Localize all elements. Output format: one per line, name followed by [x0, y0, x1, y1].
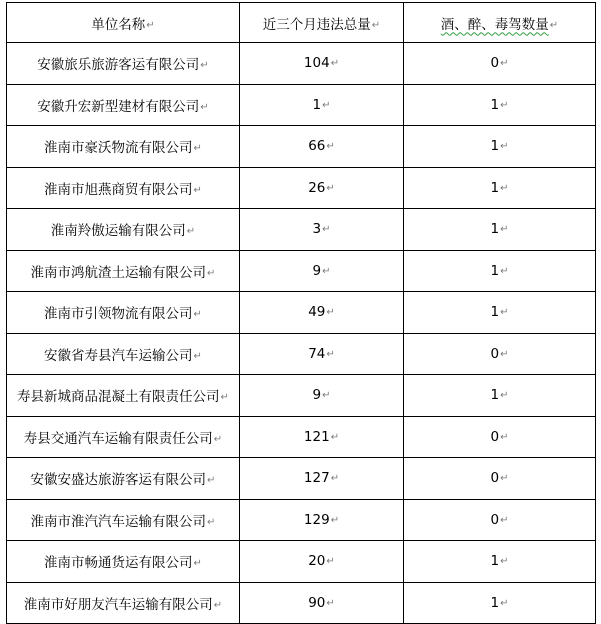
cell-unit-name [7, 541, 240, 583]
cell-dui-count-text: 0 [490, 428, 500, 445]
paragraph-mark-icon: ↵ [500, 597, 509, 609]
cell-unit-name-text: 淮南市旭燕商贸有限公司 [44, 181, 193, 198]
table-row [7, 126, 596, 168]
paragraph-mark-icon: ↵ [322, 224, 331, 236]
paragraph-mark-icon: ↵ [500, 307, 509, 319]
paragraph-mark-icon: ↵ [322, 99, 331, 111]
cell-violation-total-text: 66 [308, 138, 326, 155]
cell-unit-name [7, 84, 240, 126]
table-header [7, 3, 596, 43]
header-row [7, 3, 596, 43]
cell-violation-total [240, 499, 404, 541]
table-row [7, 582, 596, 624]
cell-violation-total-text: 90 [308, 594, 326, 611]
cell-unit-name-text: 淮南市鸿航渣土运输有限公司 [30, 264, 207, 281]
table-row [7, 84, 596, 126]
cell-dui-count-text: 1 [490, 221, 500, 238]
cell-violation-total [240, 209, 404, 251]
cell-violation-total-text: 121 [303, 428, 330, 445]
paragraph-mark-icon: ↵ [220, 392, 229, 404]
cell-violation-total [240, 582, 404, 624]
cell-dui-count [404, 499, 596, 541]
cell-unit-name-text: 安徽升宏新型建材有限公司 [37, 98, 200, 115]
cell-violation-total-text: 20 [308, 553, 326, 570]
paragraph-mark-icon: ↵ [213, 599, 223, 611]
paragraph-mark-icon: ↵ [146, 19, 155, 31]
cell-unit-name-text: 淮南市引领物流有限公司 [44, 306, 193, 323]
cell-violation-total-text: 1 [312, 96, 322, 113]
table-row [7, 43, 596, 85]
cell-violation-total [240, 84, 404, 126]
cell-violation-total-text: 3 [312, 221, 322, 238]
cell-unit-name [7, 250, 240, 292]
paragraph-mark-icon: ↵ [500, 99, 509, 111]
table-row [7, 333, 596, 375]
cell-dui-count [404, 416, 596, 458]
table-row [7, 209, 596, 251]
paragraph-mark-icon: ↵ [500, 182, 509, 194]
cell-dui-count [404, 126, 596, 168]
cell-dui-count-text: 1 [490, 138, 500, 155]
paragraph-mark-icon: ↵ [207, 267, 216, 279]
cell-dui-count-text: 1 [490, 387, 500, 404]
paragraph-mark-icon: ↵ [213, 433, 223, 445]
paragraph-mark-icon: ↵ [500, 556, 509, 568]
table-row [7, 499, 596, 541]
cell-unit-name [7, 292, 240, 334]
paragraph-mark-icon: ↵ [186, 226, 196, 238]
paragraph-mark-icon: ↵ [500, 141, 509, 153]
cell-dui-count [404, 541, 596, 583]
cell-dui-count-text: 1 [490, 594, 500, 611]
paragraph-mark-icon: ↵ [500, 390, 509, 402]
header-text: 单位名称 [91, 16, 146, 33]
header-unit-name [7, 3, 240, 43]
cell-violation-total-text: 26 [308, 179, 326, 196]
paragraph-mark-icon: ↵ [200, 60, 209, 72]
cell-dui-count [404, 250, 596, 292]
table-row [7, 250, 596, 292]
paragraph-mark-icon: ↵ [330, 473, 340, 485]
paragraph-mark-icon: ↵ [207, 516, 216, 528]
cell-dui-count [404, 375, 596, 417]
cell-unit-name-text: 安徽旅乐旅游客运有限公司 [37, 57, 200, 74]
header-dui-count [404, 3, 596, 43]
table-row [7, 541, 596, 583]
cell-unit-name [7, 167, 240, 209]
paragraph-mark-icon: ↵ [193, 350, 202, 362]
paragraph-mark-icon: ↵ [207, 475, 216, 487]
cell-dui-count-text: 1 [490, 96, 500, 113]
cell-violation-total-text: 127 [303, 470, 330, 487]
header-text: 近三个月违法总量 [262, 16, 371, 33]
paragraph-mark-icon: ↵ [500, 58, 509, 70]
paragraph-mark-icon: ↵ [326, 348, 335, 360]
table-row [7, 292, 596, 334]
cell-unit-name-text: 淮南市豪沃物流有限公司 [44, 140, 193, 157]
cell-violation-total [240, 167, 404, 209]
table-row [7, 416, 596, 458]
table-row [7, 458, 596, 500]
paragraph-mark-icon: ↵ [193, 309, 202, 321]
cell-violation-total [240, 292, 404, 334]
paragraph-mark-icon: ↵ [500, 348, 509, 360]
cell-violation-total-text: 49 [308, 304, 326, 321]
cell-unit-name-text: 寿县新城商品混凝土有限责任公司 [17, 389, 220, 406]
cell-unit-name [7, 209, 240, 251]
cell-violation-total [240, 250, 404, 292]
cell-dui-count [404, 84, 596, 126]
cell-unit-name [7, 416, 240, 458]
cell-violation-total-text: 104 [303, 55, 330, 72]
cell-violation-total [240, 416, 404, 458]
cell-unit-name-text: 淮南市淮汽汽车运输有限公司 [30, 513, 207, 530]
cell-dui-count-text: 1 [490, 179, 500, 196]
paragraph-mark-icon: ↵ [371, 19, 381, 31]
cell-dui-count-text: 0 [490, 345, 500, 362]
cell-dui-count-text: 0 [490, 470, 500, 487]
cell-dui-count [404, 333, 596, 375]
paragraph-mark-icon: ↵ [193, 184, 202, 196]
paragraph-mark-icon: ↵ [500, 514, 509, 526]
paragraph-mark-icon: ↵ [500, 265, 509, 277]
cell-unit-name [7, 499, 240, 541]
header-text: 酒、醉、毒驾数量 [440, 16, 549, 33]
cell-dui-count-text: 1 [490, 304, 500, 321]
data-table [6, 2, 596, 624]
paragraph-mark-icon: ↵ [326, 307, 335, 319]
paragraph-mark-icon: ↵ [330, 431, 340, 443]
cell-dui-count [404, 43, 596, 85]
table-body [7, 43, 596, 624]
cell-violation-total-text: 74 [308, 345, 326, 362]
paragraph-mark-icon: ↵ [322, 390, 331, 402]
paragraph-mark-icon: ↵ [330, 514, 340, 526]
table-row [7, 375, 596, 417]
paragraph-mark-icon: ↵ [193, 558, 202, 570]
cell-dui-count-text: 0 [490, 55, 500, 72]
cell-violation-total-text: 9 [312, 262, 322, 279]
cell-dui-count [404, 167, 596, 209]
cell-violation-total-text: 129 [303, 511, 330, 528]
cell-dui-count-text: 0 [490, 511, 500, 528]
cell-dui-count [404, 209, 596, 251]
cell-violation-total [240, 126, 404, 168]
cell-violation-total-text: 9 [312, 387, 322, 404]
cell-dui-count [404, 458, 596, 500]
cell-violation-total [240, 375, 404, 417]
paragraph-mark-icon: ↵ [322, 265, 331, 277]
paragraph-mark-icon: ↵ [500, 224, 509, 236]
paragraph-mark-icon: ↵ [326, 141, 335, 153]
paragraph-mark-icon: ↵ [326, 182, 335, 194]
cell-unit-name [7, 582, 240, 624]
paragraph-mark-icon: ↵ [549, 19, 559, 31]
cell-violation-total [240, 333, 404, 375]
cell-unit-name-text: 寿县交通汽车运输有限责任公司 [23, 430, 213, 447]
cell-violation-total [240, 541, 404, 583]
cell-dui-count-text: 1 [490, 553, 500, 570]
paragraph-mark-icon: ↵ [200, 101, 209, 113]
paragraph-mark-icon: ↵ [326, 556, 335, 568]
cell-dui-count-text: 1 [490, 262, 500, 279]
paragraph-mark-icon: ↵ [500, 431, 509, 443]
cell-unit-name [7, 458, 240, 500]
cell-unit-name-text: 安徽安盛达旅游客运有限公司 [30, 472, 207, 489]
paragraph-mark-icon: ↵ [330, 58, 340, 70]
cell-unit-name [7, 375, 240, 417]
cell-dui-count [404, 292, 596, 334]
cell-unit-name-text: 安徽省寿县汽车运输公司 [44, 347, 193, 364]
cell-violation-total [240, 43, 404, 85]
paragraph-mark-icon: ↵ [193, 143, 202, 155]
cell-unit-name [7, 333, 240, 375]
cell-unit-name-text: 淮南羚傲运输有限公司 [50, 223, 186, 240]
cell-violation-total [240, 458, 404, 500]
cell-unit-name-text: 淮南市好朋友汽车运输有限公司 [23, 596, 213, 613]
header-violation-total [240, 3, 404, 43]
cell-unit-name [7, 126, 240, 168]
cell-unit-name [7, 43, 240, 85]
paragraph-mark-icon: ↵ [326, 597, 335, 609]
paragraph-mark-icon: ↵ [500, 473, 509, 485]
cell-unit-name-text: 淮南市畅通货运有限公司 [44, 555, 193, 572]
table-row [7, 167, 596, 209]
cell-dui-count [404, 582, 596, 624]
